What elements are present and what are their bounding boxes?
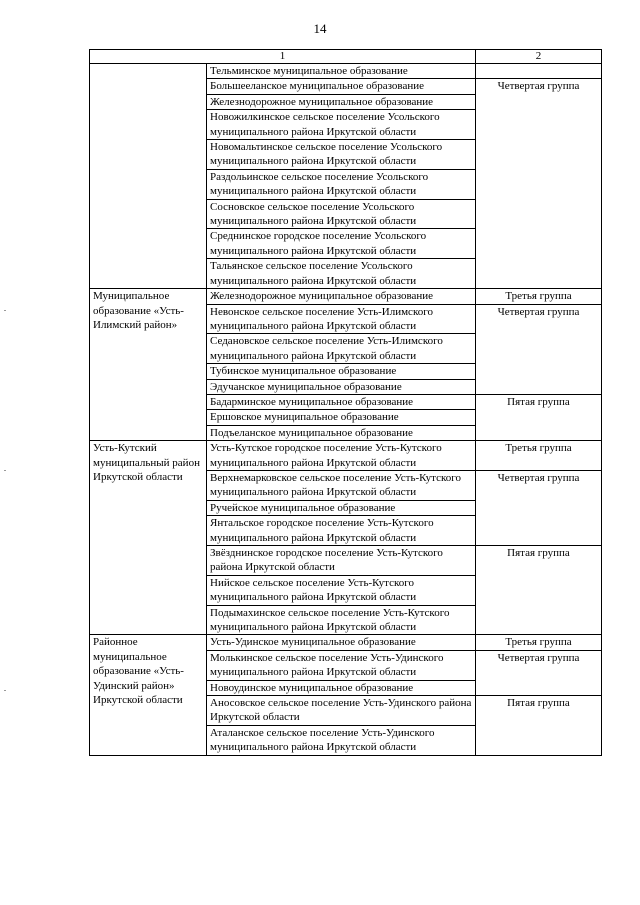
municipality-cell: Звёзднинское городское поселение Усть-Кутского района Иркутской области: [207, 546, 476, 576]
municipality-cell: Молькинское сельское поселение Усть-Удинского муниципального района Иркутской области: [207, 650, 476, 680]
table-row: [90, 635, 602, 650]
municipality-cell: Усть-Удинское муниципальное образование: [207, 635, 476, 650]
municipality-cell: Подымахинское сельское поселение Усть-Кутского муниципального района Иркутской области: [207, 605, 476, 635]
district-name-cell: Усть-Кутский муниципальный район Иркутской области: [90, 441, 207, 635]
municipality-cell: Янтальское городское поселение Усть-Кутского муниципального района Иркутской области: [207, 516, 476, 546]
municipality-cell: Раздольинское сельское поселение Усольского муниципального района Иркутской области: [207, 169, 476, 199]
municipality-cell: Бадарминское муниципальное образование: [207, 394, 476, 409]
table-row: [90, 441, 602, 471]
municipality-table: [89, 49, 602, 756]
group-cell: Пятая группа: [476, 696, 602, 756]
municipality-cell: Тельминское муниципальное образование: [207, 64, 476, 79]
municipality-cell: Усть-Кутское городское поселение Усть-Кутского муниципального района Иркутской области: [207, 441, 476, 471]
group-cell: Четвертая группа: [476, 304, 602, 394]
municipality-cell: Седановское сельское поселение Усть-Илимского муниципального района Иркутской области: [207, 334, 476, 364]
district-name-cell: [90, 64, 207, 289]
municipality-cell: Новожилкинское сельское поселение Усольского муниципального района Иркутской области: [207, 110, 476, 140]
district-name-cell: Районное муниципальное образование «Усть-Удинский район» Иркутской области: [90, 635, 207, 755]
municipality-cell: Верхнемарковское сельское поселение Усть-Кутского муниципального района Иркутской области: [207, 470, 476, 500]
group-cell: [476, 64, 602, 79]
table-body: [90, 64, 602, 756]
municipality-cell: Нийское сельское поселение Усть-Кутского муниципального района Иркутской области: [207, 575, 476, 605]
page-number: 14: [313, 21, 327, 36]
municipality-cell: Среднинское городское поселение Усольского муниципального района Иркутской области: [207, 229, 476, 259]
municipality-cell: Аталанское сельское поселение Усть-Удинского муниципального района Иркутской области: [207, 725, 476, 755]
group-cell: Пятая группа: [476, 546, 602, 635]
column-header-1: 1: [90, 50, 476, 64]
municipality-cell: Новомальтинское сельское поселение Усольского муниципального района Иркутской области: [207, 140, 476, 170]
municipality-cell: Сосновское сельское поселение Усольского муниципального района Иркутской области: [207, 199, 476, 229]
column-header-2: 2: [476, 50, 602, 64]
municipality-cell: Большееланское муниципальное образование: [207, 79, 476, 94]
group-cell: Четвертая группа: [476, 79, 602, 289]
table-row: [90, 64, 602, 79]
group-cell: Третья группа: [476, 441, 602, 471]
margin-mark: [4, 310, 6, 311]
header-row: [90, 50, 602, 64]
municipality-cell: Ершовское муниципальное образование: [207, 410, 476, 425]
municipality-cell: Железнодорожное муниципальное образование: [207, 289, 476, 304]
margin-mark: [4, 470, 6, 471]
municipality-cell: Невонское сельское поселение Усть-Илимского муниципального района Иркутской области: [207, 304, 476, 334]
margin-mark: [4, 690, 6, 691]
municipality-cell: Подъеланское муниципальное образование: [207, 425, 476, 440]
group-cell: Четвертая группа: [476, 650, 602, 695]
municipality-cell: Аносовское сельское поселение Усть-Удинского района Иркутской области: [207, 696, 476, 726]
group-cell: Третья группа: [476, 289, 602, 304]
municipality-cell: Тубинское муниципальное образование: [207, 364, 476, 379]
group-cell: Третья группа: [476, 635, 602, 650]
municipality-cell: Железнодорожное муниципальное образование: [207, 94, 476, 109]
municipality-cell: Новоудинское муниципальное образование: [207, 680, 476, 695]
group-cell: Пятая группа: [476, 394, 602, 440]
group-cell: Четвертая группа: [476, 470, 602, 545]
municipality-cell: Ручейское муниципальное образование: [207, 500, 476, 515]
district-name-cell: Муниципальное образование «Усть-Илимский район»: [90, 289, 207, 441]
municipality-cell: Тальянское сельское поселение Усольского муниципального района Иркутской области: [207, 259, 476, 289]
table-row: [90, 289, 602, 304]
municipality-cell: Эдучанское муниципальное образование: [207, 379, 476, 394]
